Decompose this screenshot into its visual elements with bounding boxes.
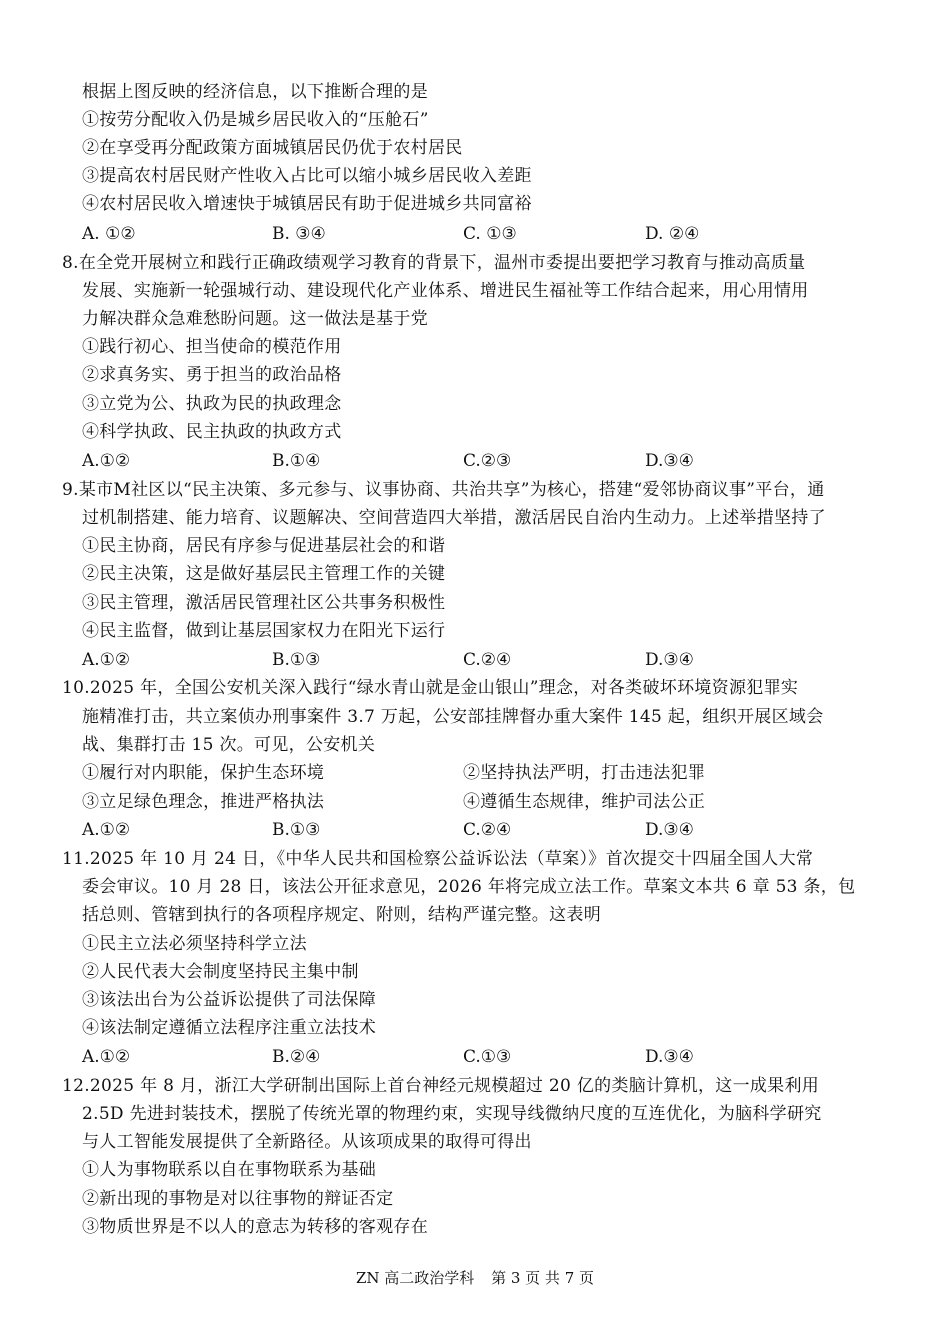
q7-option-b: B. ③④ [272, 224, 326, 244]
q11-option-d: D.③④ [645, 1047, 694, 1067]
q10-option-a: A.①② [82, 820, 131, 840]
q12-stem-line-2: 2.5D 先进封装技术，摆脱了传统光罩的物理约束，实现导线微纳尺度的互连优化，为脑科学研究 [82, 1104, 822, 1124]
q9-option-a: A.①② [82, 650, 131, 670]
q11-option-b: B.②④ [272, 1047, 321, 1067]
q7-item-4: ④农村居民收入增速快于城镇居民有助于促进城乡共同富裕 [82, 194, 532, 214]
q11-item-2: ②人民代表大会制度坚持民主集中制 [82, 962, 359, 982]
q12-stem-line-1: 12.2025 年 8 月，浙江大学研制出国际上首台神经元规模超过 20 亿的类脑计算机，这一成果利用 [62, 1076, 820, 1096]
q9-item-1: ①民主协商，居民有序参与促进基层社会的和谐 [82, 536, 446, 556]
q11-stem-line-2: 委会审议。10 月 28 日，该法公开征求意见，2026 年将完成立法工作。草案文本共 6 章 53 条，包 [82, 877, 856, 897]
q10-item-1: ①履行对内职能，保护生态环境 [82, 763, 325, 783]
q10-option-b: B.①③ [272, 820, 321, 840]
q9-item-2: ②民主决策，这是做好基层民主管理工作的关键 [82, 564, 446, 584]
q8-stem-line-3: 力解决群众急难愁盼问题。这一做法是基于党 [82, 309, 428, 329]
q8-option-c: C.②③ [463, 451, 512, 471]
q11-option-c: C.①③ [463, 1047, 512, 1067]
q8-stem-line-1: 8.在全党开展树立和践行正确政绩观学习教育的背景下，温州市委提出要把学习教育与推动高质量 [62, 253, 806, 273]
q11-item-4: ④该法制定遵循立法程序注重立法技术 [82, 1018, 377, 1038]
q8-item-2: ②求真务实、勇于担当的政治品格 [82, 365, 342, 385]
q8-option-d: D.③④ [645, 451, 694, 471]
q7-option-a: A. ①② [82, 224, 136, 244]
q11-item-3: ③该法出台为公益诉讼提供了司法保障 [82, 990, 377, 1010]
q8-item-3: ③立党为公、执政为民的执政理念 [82, 394, 342, 414]
q8-item-4: ④科学执政、民主执政的执政方式 [82, 422, 342, 442]
q10-option-d: D.③④ [645, 820, 694, 840]
q10-stem-line-2: 施精准打击，共立案侦办刑事案件 3.7 万起，公安部挂牌督办重大案件 145 起，组织开展区域会 [82, 707, 824, 727]
q10-item-4: ④遵循生态规律，维护司法公正 [463, 792, 706, 812]
q7-item-1: ①按劳分配收入仍是城乡居民收入的“压舱石” [82, 110, 429, 130]
q12-item-1: ①人为事物联系以自在事物联系为基础 [82, 1160, 377, 1180]
footer-subject: ZN 高二政治学科 [355, 1269, 475, 1287]
q12-item-3: ③物质世界是不以人的意志为转移的客观存在 [82, 1217, 428, 1237]
page-footer [0, 1268, 950, 1288]
q8-item-1: ①践行初心、担当使命的模范作用 [82, 337, 342, 357]
q12-stem-line-3: 与人工智能发展提供了全新路径。从该项成果的取得可得出 [82, 1132, 532, 1152]
q10-item-3: ③立足绿色理念，推进严格执法 [82, 792, 325, 812]
footer-page-number: 第 3 页 共 7 页 [491, 1269, 595, 1287]
q7-option-c: C. ①③ [463, 224, 517, 244]
q8-option-b: B.①④ [272, 451, 321, 471]
q10-stem-line-3: 战、集群打击 15 次。可见，公安机关 [82, 735, 376, 755]
q11-stem-line-1: 11.2025 年 10 月 24 日，《中华人民共和国检察公益诉讼法（草案）》首次提交十四届全国人大常 [62, 849, 814, 869]
q11-item-1: ①民主立法必须坚持科学立法 [82, 934, 307, 954]
q8-stem-line-2: 发展、实施新一轮强城行动、建设现代化产业体系、增进民生福祉等工作结合起来，用心用情用 [82, 281, 809, 301]
q8-option-a: A.①② [82, 451, 131, 471]
q7-stem: 根据上图反映的经济信息，以下推断合理的是 [82, 82, 428, 102]
q7-item-3: ③提高农村居民财产性收入占比可以缩小城乡居民收入差距 [82, 166, 532, 186]
q12-item-2: ②新出现的事物是对以往事物的辩证否定 [82, 1189, 394, 1209]
q11-stem-line-3: 括总则、管辖到执行的各项程序规定、附则，结构严谨完整。这表明 [82, 905, 601, 925]
q9-item-4: ④民主监督，做到让基层国家权力在阳光下运行 [82, 621, 446, 641]
q10-item-2: ②坚持执法严明，打击违法犯罪 [463, 763, 706, 783]
q9-option-d: D.③④ [645, 650, 694, 670]
q9-item-3: ③民主管理，激活居民管理社区公共事务积极性 [82, 593, 446, 613]
q7-item-2: ②在享受再分配政策方面城镇居民仍优于农村居民 [82, 138, 463, 158]
q9-stem-line-1: 9.某市M社区以“民主决策、多元参与、议事协商、共治共享”为核心，搭建“爱邻协商议事”平台，通 [62, 480, 825, 500]
q7-option-d: D. ②④ [645, 224, 700, 244]
q9-option-c: C.②④ [463, 650, 512, 670]
q9-stem-line-2: 过机制搭建、能力培育、议题解决、空间营造四大举措，激活居民自治内生动力。上述举措坚持了 [82, 508, 826, 528]
q9-option-b: B.①③ [272, 650, 321, 670]
q11-option-a: A.①② [82, 1047, 131, 1067]
q10-option-c: C.②④ [463, 820, 512, 840]
q10-stem-line-1: 10.2025 年，全国公安机关深入践行“绿水青山就是金山银山”理念，对各类破坏环境资源犯罪实 [62, 678, 799, 698]
